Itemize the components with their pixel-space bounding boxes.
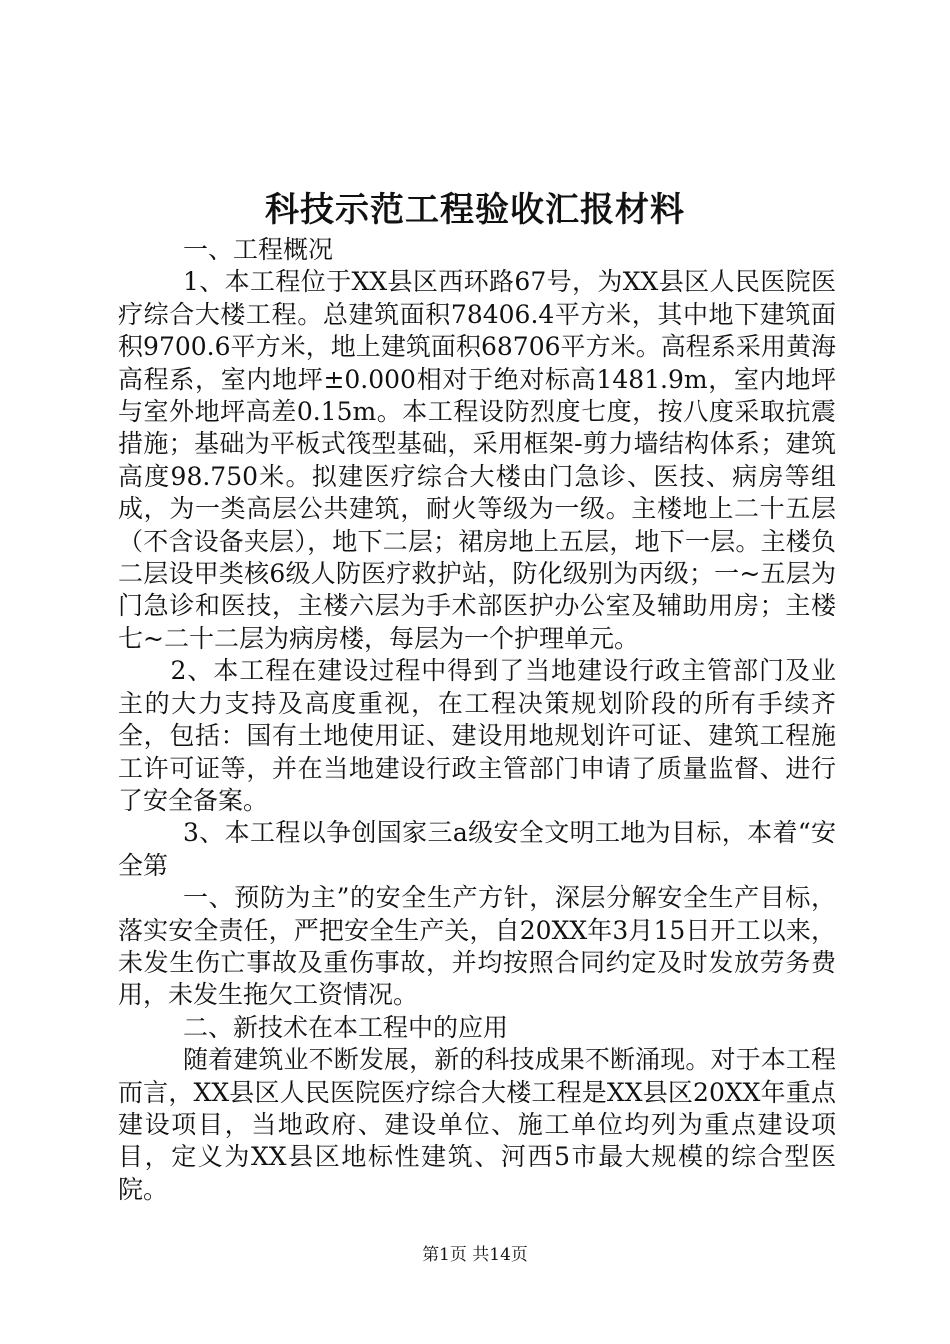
document-body bbox=[118, 234, 836, 1206]
paragraph-project-location: 1、本工程位于XX县区西环路67号，为XX县区人民医院医疗综合大楼工程。总建筑面积78406.4平方米，其中地下建筑面积9700.6平方米，地上建筑面积68706平方米。高程系采用黄海高程系，室内地坪±0.000相对于绝对标高1481.9m，室内地坪与室外地坪高差0.15m。本工程设防烈度七度，按八度采取抗震措施；基础为平板式筏型基础，采用框架-剪力墙结构体系；建筑高度98.750米。拟建医疗综合大楼由门急诊、医技、病房等组成，为一类高层公共建筑，耐火等级为一级。主楼地上二十五层（不含设备夹层），地下二层；裙房地上五层，地下一层。主楼负二层设甲类核6级人防医疗救护站，防化级别为丙级；一~五层为门急诊和医技，主楼六层为手术部医护办公室及辅助用房；主楼七~二十二层为病房楼，每层为一个护理单元。 bbox=[118, 267, 836, 653]
paragraph-new-tech: 随着建筑业不断发展，新的科技成果不断涌现。对于本工程而言，XX县区人民医院医疗综合大楼工程是XX县区20XX年重点建设项目，当地政府、建设单位、施工单位均列为重点建设项目，定义为XX县区地标性建筑、河西5市最大规模的综合型医院。 bbox=[118, 1045, 836, 1204]
paragraph-safety-goal: 3、本工程以争创国家三a级安全文明工地为目标，本着“安全第 bbox=[118, 818, 836, 880]
document-title: 科技示范工程验收汇报材料 bbox=[265, 190, 685, 230]
section-heading-new-tech: 二、新技术在本工程中的应用 bbox=[183, 1012, 509, 1042]
page-number: 第1页 共14页 bbox=[422, 1245, 528, 1265]
section-heading-overview: 一、工程概况 bbox=[183, 235, 334, 264]
paragraph-safety-policy: 一、预防为主”的安全生产方针，深层分解安全生产目标，落实安全责任，严把安全生产关，自20XX年3月15日开工以来，未发生伤亡事故及重伤事故，并均按照合同约定及时发放劳务费用，未发生拖欠工资情况。 bbox=[118, 883, 836, 1010]
paragraph-approvals: 2、本工程在建设过程中得到了当地建设行政主管部门及业主的大力支持及高度重视，在工程决策规划阶段的所有手续齐全，包括：国有土地使用证、建设用地规划许可证、建筑工程施工许可证等，并在当地建设行政主管部门申请了质量监督、进行了安全备案。 bbox=[118, 656, 836, 815]
